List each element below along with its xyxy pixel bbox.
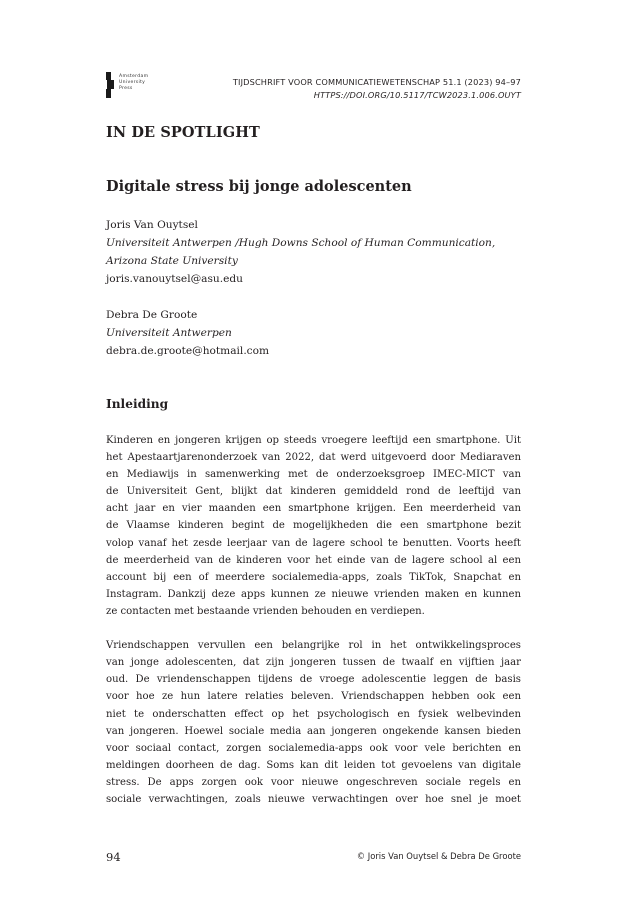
author-email[interactable]: joris.vanouytsel@asu.edu [106,273,243,285]
text-line: het Apestaartjarenonderzoek van 2022, dat werd uitgevoerd door Mediaraven [106,452,521,464]
publisher-logo-text [119,72,148,93]
section-heading: Inleiding [106,397,169,411]
copyright-notice: © Joris Van Ouytsel & Debra De Groote [356,851,521,861]
author-name: Debra De Groote [106,309,198,321]
text-line: en Mediawijs in samenwerking met de onderzoeksgroep IMEC-MICT van [106,469,521,481]
text-line: account bij een of meerdere socialemedia-apps, zoals TikTok, Snapchat en [106,571,521,583]
text-line: van jongeren. Hoewel sociale media aan jongeren ongekende kansen bieden [106,725,521,737]
text-line: stress. De apps zorgen ook voor nieuwe ongeschreven sociale regels en [106,776,521,788]
text-line: voor sociaal contact, zorgen socialemedia-apps ook voor vele berichten en [106,742,521,754]
body-paragraph [106,637,521,808]
body-paragraph [106,432,521,620]
logo-line: University [119,80,146,86]
text-line: Vriendschappen vervullen een belangrijke rol in het ontwikkelingsproces [106,640,521,652]
doi-link[interactable]: HTTPS://DOI.ORG/10.5117/TCW2023.1.006.OUYT [313,90,521,100]
author-affiliation: Arizona State University [106,255,238,267]
author-block [106,216,495,378]
logo-line: Amsterdam [119,74,149,79]
publisher-logo [106,72,148,98]
text-line: de Vlaamse kinderen begint de mogelijkheden die een smartphone bezit [106,520,521,532]
text-line: ze contacten met bestaande vrienden behouden en verdiepen. [106,605,425,617]
text-line: oud. De vriendenschappen tijdens de vroege adolescentie leggen de basis [106,674,521,686]
author-entry [106,306,495,360]
author-name: Joris Van Ouytsel [106,219,198,231]
text-line: de Universiteit Gent, blijkt dat kinderen gemiddeld rond de leeftijd van [106,486,521,498]
author-entry [106,216,495,288]
article-body [106,432,521,825]
running-header [233,76,521,102]
author-affiliation: Universiteit Antwerpen [106,327,232,339]
journal-citation: TIJDSCHRIFT VOOR COMMUNICATIEWETENSCHAP 51.1 (2023) 94–97 [232,77,521,87]
text-line: Kinderen en jongeren krijgen op steeds vroegere leeftijd een smartphone. Uit [106,435,521,446]
page-number: 94 [106,850,121,864]
text-line: acht jaar en vier maanden een smartphone krijgen. Een meerderheid van [106,503,521,515]
text-line: meldingen doorheen de dag. Soms kan dit leiden tot gevoelens van digitale [106,759,521,771]
logo-line: Press [119,86,133,92]
text-line: volop vanaf het zesde leerjaar van de lagere school te benutten. Voorts heeft [106,537,521,549]
text-line: de meerderheid van de kinderen voor het einde van de lagere school al een [106,554,521,566]
text-line: Instagram. Dankzij deze apps kunnen ze nieuwe vrienden maken en kunnen [106,588,521,600]
text-line: van jonge adolescenten, dat zijn jongeren tussen de twaalf en vijftien jaar [106,657,521,669]
text-line: voor hoe ze hun latere relaties beleven. Vriendschappen hebben ook een [106,691,521,703]
article-title: Digitale stress bij jonge adolescenten [106,178,412,195]
text-line: niet te onderschatten effect op het psychologisch en fysiek welbevinden [106,708,521,720]
text-line: sociale verwachtingen, zoals nieuwe verwachtingen over hoe snel je moet [106,793,521,805]
publisher-logo-mark [106,72,114,98]
section-label: IN DE SPOTLIGHT [106,124,260,141]
author-affiliation: Universiteit Antwerpen /Hugh Downs School of Human Communication, [106,237,496,249]
author-email[interactable]: debra.de.groote@hotmail.com [106,345,270,357]
